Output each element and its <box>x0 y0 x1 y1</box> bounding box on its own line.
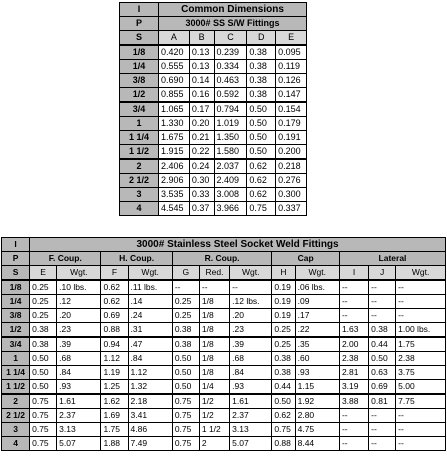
table-row <box>2 409 446 423</box>
data-cell: 0.38 <box>247 74 276 88</box>
size-label: 4 <box>2 437 30 451</box>
table-row <box>2 295 446 309</box>
data-cell: 0.095 <box>276 45 307 60</box>
data-cell: 0.62 <box>247 188 276 202</box>
data-cell: 0.62 <box>247 159 276 174</box>
data-cell: 1.32 <box>128 380 172 395</box>
data-cell: 0.38 <box>172 337 199 352</box>
data-cell: -- <box>339 437 368 451</box>
data-cell: 0.75 <box>172 423 199 437</box>
data-cell: 0.81 <box>369 394 396 409</box>
data-cell: 0.50 <box>172 366 199 380</box>
data-cell: 0.50 <box>172 352 199 366</box>
data-cell: 3.13 <box>57 423 101 437</box>
group-header: Cap <box>272 252 340 266</box>
data-cell: 1.92 <box>295 394 339 409</box>
data-cell: 2.406 <box>159 159 190 174</box>
header-row-2 <box>2 252 446 266</box>
data-cell: 0.50 <box>247 145 276 160</box>
data-cell: 0.21 <box>189 131 214 145</box>
data-cell: 0.22 <box>189 145 214 160</box>
data-cell: 0.25 <box>30 280 57 295</box>
data-cell: 1.580 <box>214 145 247 160</box>
data-cell: 0.25 <box>30 309 57 323</box>
size-label: 3/4 <box>2 337 30 352</box>
data-cell: 0.75 <box>172 437 199 451</box>
data-cell: 0.25 <box>172 309 199 323</box>
data-cell: 0.13 <box>189 45 214 60</box>
data-cell: .39 <box>230 337 272 352</box>
table-row <box>2 437 446 451</box>
data-cell: -- <box>396 409 446 423</box>
data-cell: 1/8 <box>199 295 229 309</box>
data-cell: .39 <box>57 337 101 352</box>
group-header: R. Coup. <box>172 252 271 266</box>
data-cell: 2.37 <box>230 409 272 423</box>
data-cell: .31 <box>128 323 172 338</box>
column-header: Red. <box>199 266 229 281</box>
table-row <box>120 60 307 74</box>
data-cell: 1/4 <box>199 380 229 395</box>
data-cell: -- <box>396 295 446 309</box>
data-cell: 0.88 <box>101 323 128 338</box>
data-cell: 3.008 <box>214 188 247 202</box>
side-header-i: I <box>120 3 159 17</box>
data-cell: -- <box>369 437 396 451</box>
data-cell: 0.69 <box>369 380 396 395</box>
data-cell: 3.88 <box>339 394 368 409</box>
data-cell: 0.592 <box>214 88 247 103</box>
data-cell: 0.25 <box>172 295 199 309</box>
data-cell: 0.38 <box>272 366 295 380</box>
data-cell: -- <box>369 309 396 323</box>
size-label: 3 <box>120 188 159 202</box>
data-cell: 0.38 <box>247 45 276 60</box>
table-subtitle: 3000# SS S/W Fittings <box>159 17 307 31</box>
size-label: 1/2 <box>120 88 159 103</box>
data-cell: -- <box>339 280 368 295</box>
table-title: 3000# Stainless Steel Socket Weld Fittings <box>30 238 446 252</box>
column-header: A <box>159 31 190 46</box>
data-cell: 0.38 <box>30 337 57 352</box>
column-header: G <box>172 266 199 281</box>
data-cell: 0.62 <box>247 174 276 188</box>
data-cell: 0.62 <box>272 409 295 423</box>
data-cell: 3.535 <box>159 188 190 202</box>
column-header: Wgt. <box>396 266 446 281</box>
header-row-2 <box>120 17 307 31</box>
data-cell: -- <box>396 437 446 451</box>
side-header-s: S <box>2 266 30 281</box>
table-row <box>120 159 307 174</box>
table-row <box>2 280 446 295</box>
data-cell: 0.44 <box>272 380 295 395</box>
data-cell: -- <box>396 280 446 295</box>
size-label: 3 <box>2 423 30 437</box>
side-header-p: P <box>120 17 159 31</box>
data-cell: 0.94 <box>101 337 128 352</box>
data-cell: 0.50 <box>369 352 396 366</box>
table-row <box>120 202 307 216</box>
data-cell: 0.19 <box>272 309 295 323</box>
size-label: 1/2 <box>2 323 30 338</box>
column-header: E <box>276 31 307 46</box>
column-header: H <box>272 266 295 281</box>
data-cell: 0.334 <box>214 60 247 74</box>
table-row <box>2 366 446 380</box>
table-title: Common Dimensions <box>159 3 307 17</box>
size-label: 1 1/2 <box>120 145 159 160</box>
data-cell: .22 <box>295 323 339 338</box>
data-cell: .68 <box>57 352 101 366</box>
data-cell: 4.545 <box>159 202 190 216</box>
header-row-3 <box>120 31 307 46</box>
data-cell: 0.25 <box>30 295 57 309</box>
column-header: B <box>189 31 214 46</box>
data-cell: 1.25 <box>101 380 128 395</box>
data-cell: 0.337 <box>276 202 307 216</box>
data-cell: .84 <box>128 352 172 366</box>
data-cell: 1.75 <box>396 337 446 352</box>
data-cell: 0.63 <box>369 366 396 380</box>
common-dimensions-table <box>119 2 307 216</box>
data-cell: 2.80 <box>295 409 339 423</box>
data-cell: 1.675 <box>159 131 190 145</box>
data-cell: 5.00 <box>396 380 446 395</box>
size-label: 2 1/2 <box>2 409 30 423</box>
data-cell: 2.38 <box>396 352 446 366</box>
data-cell: .60 <box>295 352 339 366</box>
data-cell: 1.350 <box>214 131 247 145</box>
column-header: Wgt. <box>230 266 272 281</box>
group-header: F. Coup. <box>30 252 101 266</box>
data-cell: -- <box>339 295 368 309</box>
data-cell: .10 lbs. <box>57 280 101 295</box>
data-cell: 1/8 <box>199 323 229 338</box>
data-cell: 2.00 <box>339 337 368 352</box>
data-cell: 1 1/2 <box>199 423 229 437</box>
data-cell: -- <box>369 409 396 423</box>
data-cell: 4.75 <box>295 423 339 437</box>
data-cell: 0.463 <box>214 74 247 88</box>
data-cell: 1.69 <box>101 409 128 423</box>
data-cell: 1.75 <box>101 423 128 437</box>
data-cell: 5.07 <box>230 437 272 451</box>
data-cell: -- <box>339 309 368 323</box>
data-cell: 0.24 <box>189 159 214 174</box>
data-cell: 0.50 <box>172 380 199 395</box>
data-cell: 0.690 <box>159 74 190 88</box>
data-cell: 1/8 <box>199 352 229 366</box>
data-cell: .23 <box>57 323 101 338</box>
table-row <box>120 88 307 103</box>
data-cell: 1/8 <box>199 366 229 380</box>
data-cell: -- <box>396 309 446 323</box>
column-header: I <box>339 266 368 281</box>
data-cell: 0.119 <box>276 60 307 74</box>
data-cell: 0.75 <box>172 394 199 409</box>
header-row-3 <box>2 266 446 281</box>
data-cell: 0.794 <box>214 102 247 117</box>
data-cell: 0.37 <box>189 202 214 216</box>
size-label: 1 1/4 <box>120 131 159 145</box>
data-cell: 0.200 <box>276 145 307 160</box>
data-cell: 0.179 <box>276 117 307 131</box>
group-header: H. Coup. <box>101 252 172 266</box>
data-cell: .93 <box>295 366 339 380</box>
data-cell: .23 <box>230 323 272 338</box>
data-cell: 0.38 <box>247 88 276 103</box>
data-cell: 2.18 <box>128 394 172 409</box>
data-cell: 0.75 <box>30 394 57 409</box>
data-cell: 1.15 <box>295 380 339 395</box>
data-cell: 1/2 <box>199 409 229 423</box>
size-label: 2 <box>120 159 159 174</box>
data-cell: .84 <box>57 366 101 380</box>
data-cell: 0.25 <box>272 337 295 352</box>
data-cell: .68 <box>230 352 272 366</box>
table-row <box>120 145 307 160</box>
data-cell: 1.61 <box>230 394 272 409</box>
data-cell: 0.38 <box>247 60 276 74</box>
header-row-1 <box>2 238 446 252</box>
table-row <box>120 102 307 117</box>
data-cell: 3.19 <box>339 380 368 395</box>
data-cell: .17 <box>295 309 339 323</box>
data-cell: 4.86 <box>128 423 172 437</box>
data-cell: 3.966 <box>214 202 247 216</box>
size-label: 3/8 <box>2 309 30 323</box>
data-cell: 2.37 <box>57 409 101 423</box>
data-cell: 0.191 <box>276 131 307 145</box>
data-cell: 0.50 <box>30 366 57 380</box>
data-cell: 0.147 <box>276 88 307 103</box>
data-cell: .35 <box>295 337 339 352</box>
data-cell: 0.555 <box>159 60 190 74</box>
data-cell: 0.75 <box>30 409 57 423</box>
table-row <box>2 423 446 437</box>
data-cell: 0.50 <box>272 394 295 409</box>
data-cell: 1.62 <box>101 394 128 409</box>
data-cell: 0.62 <box>101 280 128 295</box>
data-cell: 0.126 <box>276 74 307 88</box>
size-label: 1 <box>120 117 159 131</box>
size-label: 1/8 <box>2 280 30 295</box>
column-header: F <box>101 266 128 281</box>
data-cell: 0.19 <box>272 295 295 309</box>
data-cell: 0.33 <box>189 188 214 202</box>
data-cell: 0.218 <box>276 159 307 174</box>
data-cell: 1/8 <box>199 309 229 323</box>
size-label: 3/8 <box>120 74 159 88</box>
column-header: D <box>247 31 276 46</box>
data-cell: 0.75 <box>272 423 295 437</box>
data-cell: 7.49 <box>128 437 172 451</box>
table-row <box>2 352 446 366</box>
data-cell: 0.88 <box>272 437 295 451</box>
size-label: 2 1/2 <box>120 174 159 188</box>
data-cell: 2 <box>199 437 229 451</box>
data-cell: 0.13 <box>189 60 214 74</box>
column-header: E <box>30 266 57 281</box>
size-label: 1 1/4 <box>2 366 30 380</box>
data-cell: 0.25 <box>272 323 295 338</box>
data-cell: .47 <box>128 337 172 352</box>
data-cell: 2.906 <box>159 174 190 188</box>
data-cell: 1/2 <box>199 394 229 409</box>
data-cell: 0.38 <box>272 352 295 366</box>
data-cell: 3.41 <box>128 409 172 423</box>
column-header: C <box>214 31 247 46</box>
data-cell: .93 <box>57 380 101 395</box>
data-cell: 1.00 lbs. <box>396 323 446 338</box>
data-cell: 0.50 <box>247 117 276 131</box>
data-cell: .14 <box>128 295 172 309</box>
column-header: Wgt. <box>295 266 339 281</box>
data-cell: 1.065 <box>159 102 190 117</box>
data-cell: 5.07 <box>57 437 101 451</box>
side-header-p: P <box>2 252 30 266</box>
data-cell: 2.38 <box>339 352 368 366</box>
size-label: 1 <box>2 352 30 366</box>
data-cell: 0.16 <box>189 88 214 103</box>
data-cell: .09 <box>295 295 339 309</box>
size-label: 1/8 <box>120 45 159 60</box>
data-cell: 0.38 <box>30 323 57 338</box>
table-row <box>2 380 446 395</box>
data-cell: 0.38 <box>369 323 396 338</box>
column-header: Wgt. <box>128 266 172 281</box>
column-header: J <box>369 266 396 281</box>
data-cell: 1.12 <box>128 366 172 380</box>
table-row <box>2 394 446 409</box>
data-cell: 1.63 <box>339 323 368 338</box>
table-row <box>2 337 446 352</box>
data-cell: 7.75 <box>396 394 446 409</box>
data-cell: 1.915 <box>159 145 190 160</box>
data-cell: -- <box>369 295 396 309</box>
header-row-1 <box>120 3 307 17</box>
data-cell: 0.276 <box>276 174 307 188</box>
data-cell: 0.50 <box>30 380 57 395</box>
table-row <box>120 74 307 88</box>
data-cell: 0.50 <box>30 352 57 366</box>
data-cell: 3.75 <box>396 366 446 380</box>
data-cell: 0.75 <box>30 423 57 437</box>
table-row <box>120 117 307 131</box>
data-cell: .93 <box>230 380 272 395</box>
size-label: 1 1/2 <box>2 380 30 395</box>
data-cell: 2.409 <box>214 174 247 188</box>
data-cell: .84 <box>230 366 272 380</box>
data-cell: -- <box>396 423 446 437</box>
data-cell: .24 <box>128 309 172 323</box>
data-cell: .20 <box>57 309 101 323</box>
data-cell: .06 lbs. <box>295 280 339 295</box>
data-cell: 0.19 <box>272 280 295 295</box>
data-cell: 2.037 <box>214 159 247 174</box>
data-cell: 2.81 <box>339 366 368 380</box>
data-cell: 1.19 <box>101 366 128 380</box>
size-label: 1/4 <box>2 295 30 309</box>
size-label: 4 <box>120 202 159 216</box>
table-row <box>120 45 307 60</box>
data-cell: 0.30 <box>189 174 214 188</box>
data-cell: 0.62 <box>101 295 128 309</box>
data-cell: -- <box>369 280 396 295</box>
data-cell: 0.14 <box>189 74 214 88</box>
table-row <box>120 131 307 145</box>
data-cell: 1.12 <box>101 352 128 366</box>
size-label: 2 <box>2 394 30 409</box>
side-header-s: S <box>120 31 159 46</box>
data-cell: 0.300 <box>276 188 307 202</box>
data-cell: 3.13 <box>230 423 272 437</box>
data-cell: 1.019 <box>214 117 247 131</box>
data-cell: 0.50 <box>247 131 276 145</box>
data-cell: 1.330 <box>159 117 190 131</box>
data-cell: .20 <box>230 309 272 323</box>
table-row <box>2 323 446 338</box>
data-cell: 0.75 <box>172 409 199 423</box>
data-cell: -- <box>172 280 199 295</box>
data-cell: .12 lbs. <box>230 295 272 309</box>
table-row <box>120 174 307 188</box>
data-cell: 0.855 <box>159 88 190 103</box>
data-cell: 1/8 <box>199 337 229 352</box>
socket-weld-fittings-table <box>1 237 446 451</box>
table-row <box>120 188 307 202</box>
data-cell: 0.75 <box>247 202 276 216</box>
group-header: Lateral <box>339 252 445 266</box>
size-label: 1/4 <box>120 60 159 74</box>
data-cell: 0.38 <box>172 323 199 338</box>
data-cell: 1.88 <box>101 437 128 451</box>
data-cell: -- <box>199 280 229 295</box>
data-cell: 0.50 <box>247 102 276 117</box>
data-cell: -- <box>230 280 272 295</box>
data-cell: 0.239 <box>214 45 247 60</box>
data-cell: 0.44 <box>369 337 396 352</box>
data-cell: 0.154 <box>276 102 307 117</box>
side-header-i: I <box>2 238 30 252</box>
data-cell: .12 <box>57 295 101 309</box>
data-cell: -- <box>369 423 396 437</box>
size-label: 3/4 <box>120 102 159 117</box>
table-row <box>2 309 446 323</box>
data-cell: -- <box>339 423 368 437</box>
data-cell: 0.20 <box>189 117 214 131</box>
data-cell: 0.75 <box>30 437 57 451</box>
data-cell: .11 lbs. <box>128 280 172 295</box>
data-cell: 1.61 <box>57 394 101 409</box>
data-cell: 0.69 <box>101 309 128 323</box>
data-cell: 0.17 <box>189 102 214 117</box>
data-cell: -- <box>339 409 368 423</box>
data-cell: 0.420 <box>159 45 190 60</box>
column-header: Wgt. <box>57 266 101 281</box>
data-cell: 8.44 <box>295 437 339 451</box>
